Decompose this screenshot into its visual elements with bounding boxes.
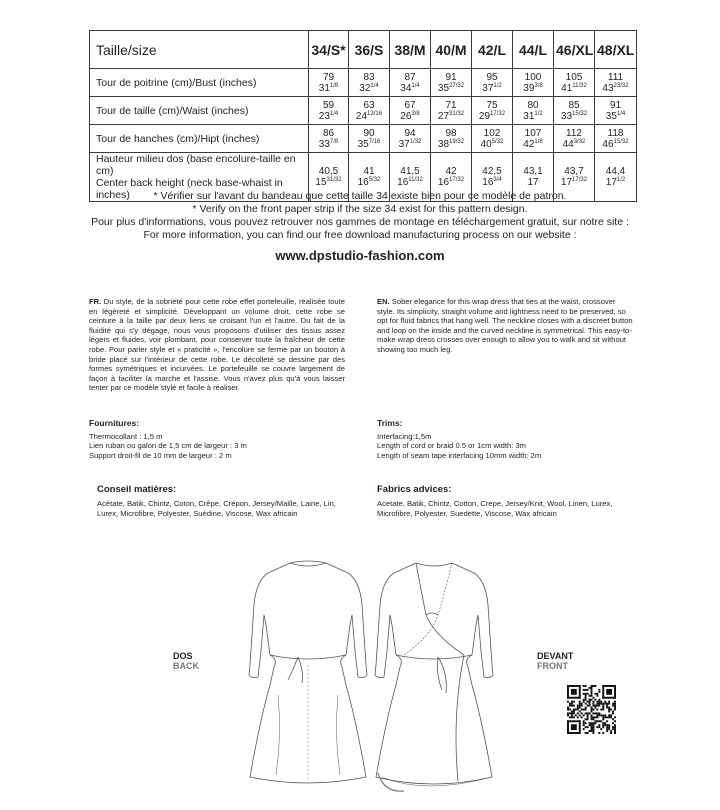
value-inches [597, 111, 634, 122]
supplies-en-title: Trims: [377, 418, 403, 428]
value-cm: 105 [565, 71, 583, 83]
description-en [377, 297, 633, 355]
value-cm: 100 [524, 71, 542, 83]
value-cm: 87 [404, 71, 416, 83]
size-header-cell: 38/M [390, 31, 431, 69]
fabrics-en-text: Acetate, Batik, Chintz, Cotton, Crepe, Jersey/Knit, Wool, Linen, Lurex, Microfibre, Polyester, Suedette, Viscose, Wax africain [377, 499, 613, 518]
value-inches-whole: 31 [523, 110, 535, 122]
size-header-row [90, 31, 637, 69]
front-view-label-fr: DEVANT [537, 651, 574, 661]
value-cm: 95 [486, 71, 498, 83]
value-inches-fraction: 19/32 [449, 138, 465, 145]
measurement-label-en: Center back height (neck base-whaist in inches) [96, 177, 283, 201]
size-value-cell [595, 97, 637, 125]
value-inches-fraction: 1/8 [329, 82, 339, 89]
value-cm: 112 [566, 127, 582, 139]
bust-row [90, 69, 637, 97]
value-inches [474, 139, 510, 150]
value-cm: 41 [363, 166, 375, 177]
value-cm: 42,5 [482, 166, 502, 177]
value-inches-fraction: 1/4 [329, 110, 339, 117]
size-header-cell: 40/M [431, 31, 472, 69]
value-inches-whole: 15 [315, 177, 327, 188]
size-value-cell [472, 97, 513, 125]
value-inches-fraction: 7/8 [329, 138, 339, 145]
size-chart-table [89, 30, 637, 202]
back-view-label [173, 651, 199, 671]
value-inches-whole: 35 [357, 138, 369, 150]
supplies-fr [89, 419, 349, 460]
size-value-cell [390, 125, 431, 153]
value-inches-fraction: 31/32 [326, 177, 342, 183]
value-inches-whole: 33 [560, 110, 573, 122]
size-header-en: size [131, 41, 157, 58]
value-inches-whole: 24 [355, 110, 368, 122]
supplies-fr-item: Thermocollant : 1,5 m [89, 431, 163, 441]
front-view-label [537, 651, 573, 671]
description-fr-tag: FR. [89, 297, 102, 306]
value-inches-whole: 17 [527, 177, 539, 188]
fabrics-fr-text: Acétate, Batik, Chintz, Coton, Crêpe, Crépon, Jersey/Maille, Laine, Lin, Lurex, Microfibre, Polyester, Suédine, Viscose, Wax africain [97, 499, 336, 518]
value-inches [556, 111, 592, 122]
value-inches-whole: 26 [400, 110, 412, 122]
measurement-label [90, 125, 309, 153]
website-link[interactable]: www.dpstudio-fashion.com [275, 248, 445, 263]
size-value-cell [472, 125, 513, 153]
value-inches [474, 83, 510, 94]
value-cm: 86 [322, 127, 335, 139]
value-cm: 44,4 [605, 166, 626, 177]
value-inches-whole: 46 [602, 138, 614, 150]
value-inches-fraction: 3/32 [573, 138, 586, 145]
value-cm: 85 [568, 99, 580, 111]
value-cm: 59 [322, 99, 335, 111]
value-inches [515, 139, 551, 150]
value-cm: 118 [607, 127, 624, 139]
supplies-en-item: Length of cord or braid 0.5 or 1cm width: 3m [377, 441, 526, 450]
value-inches-fraction: 15/32 [572, 110, 588, 117]
value-inches-whole: 16 [397, 177, 409, 188]
size-value-cell [513, 97, 554, 125]
value-inches-fraction: 31/32 [449, 110, 465, 117]
value-inches-fraction: 3/8 [534, 82, 543, 89]
value-inches-whole: 17 [605, 177, 617, 188]
note-size-check-en: * Verify on the front paper strip if the size 34 exist for this pattern design. [192, 203, 528, 215]
supplies-fr-item: Support droit-fil de 10 mm de largeur : 2 m [89, 450, 232, 460]
value-inches-fraction: 1/4 [411, 82, 420, 89]
measurement-label-en: Bust (inches) [195, 76, 257, 89]
size-value-cell [349, 97, 390, 125]
value-inches-fraction: 13/16 [367, 110, 383, 117]
size-value-cell [595, 69, 637, 97]
supplies-en-item: Interfacing:1,5m [377, 431, 432, 441]
value-inches [311, 177, 346, 188]
value-inches-whole: 33 [318, 138, 330, 150]
value-inches-fraction: 27/32 [449, 82, 465, 89]
value-inches-whole: 35 [437, 82, 450, 94]
value-cm: 43,1 [523, 166, 543, 177]
size-value-cell [390, 97, 431, 125]
dress-back-view-drawing [238, 555, 378, 795]
description-en-text: Sober elegance for this wrap dress that ties at the waist, crossover style. Its simplicity, straight volume and lightness need to be preserved, so opt for fluid fabrics that hang well. The neckline closes with a discreet button and loop on the inside and the curved neckline is symmetrical. This easy-to-make wrap dress crosses over enough to allow you to walk and sit without showing too much leg. [377, 297, 633, 354]
value-inches-whole: 16 [437, 177, 450, 188]
value-cm: 63 [363, 99, 375, 111]
value-inches-whole: 35 [605, 110, 617, 122]
value-cm: 98 [445, 127, 457, 139]
fabrics-fr [97, 485, 359, 519]
back-view-label-fr: DOS [173, 651, 193, 661]
size-value-cell [472, 69, 513, 97]
size-header-cell: 34/S* [309, 31, 349, 69]
note-more-info-fr: Pour plus d'informations, vous pouvez retrouver nos gammes de montage en téléchargement gratuit, sur notre site : [91, 216, 629, 228]
value-cm: 94 [404, 127, 416, 139]
value-inches [392, 111, 428, 122]
value-inches [351, 139, 387, 150]
supplies-en [377, 419, 637, 460]
value-inches [433, 177, 469, 188]
note-size-check-fr: * Vérifier sur l'avant du bandeau que cette taille 34 existe bien pour ce modèle de patron. [153, 190, 567, 202]
value-inches-fraction: 1/4 [370, 82, 379, 89]
value-inches [597, 139, 634, 150]
value-inches-whole: 16 [482, 177, 494, 188]
value-inches-whole: 23 [318, 110, 330, 122]
value-inches [311, 111, 346, 122]
size-value-cell [513, 69, 554, 97]
measurement-label-en: Waist (inches) [182, 104, 249, 117]
value-inches [433, 139, 469, 150]
size-value-cell [349, 125, 390, 153]
size-header-fr: Taille/ [96, 41, 132, 58]
measurement-label [90, 69, 309, 97]
measurement-label-fr: Tour de taille (cm)/ [96, 104, 183, 117]
size-value-cell [390, 69, 431, 97]
value-inches [597, 177, 634, 188]
value-inches-whole: 37 [398, 138, 410, 150]
value-inches-fraction: 1/4 [616, 110, 626, 117]
value-inches-whole: 31 [318, 82, 330, 94]
size-value-cell [431, 97, 472, 125]
size-header-label [90, 31, 309, 69]
value-inches-fraction: 23/32 [613, 82, 629, 89]
value-cm: 83 [363, 71, 375, 83]
value-cm: 91 [609, 99, 622, 111]
fabrics-en-title: Fabrics advices: [377, 484, 452, 495]
value-inches [433, 83, 469, 94]
description-fr [89, 297, 345, 393]
value-inches-fraction: 7/16 [368, 138, 381, 145]
value-inches-whole: 38 [437, 138, 450, 150]
value-cm: 75 [486, 99, 498, 111]
value-inches-fraction: 1/2 [616, 177, 626, 183]
value-cm: 67 [404, 99, 416, 111]
value-cm: 41,5 [400, 166, 420, 177]
value-inches [515, 177, 551, 188]
value-inches-whole: 37 [482, 82, 494, 94]
value-cm: 90 [363, 127, 375, 139]
measurement-label-en: Hipt (inches) [200, 132, 260, 145]
size-value-cell [309, 125, 349, 153]
description-en-tag: EN. [377, 297, 390, 306]
value-cm: 71 [445, 99, 457, 111]
size-header-cell: 46/XL [554, 31, 595, 69]
notes-block [0, 190, 720, 262]
value-inches-fraction: 1/32 [409, 138, 422, 145]
value-inches [597, 83, 634, 94]
supplies-fr-title: Fournitures: [89, 418, 140, 428]
size-header-cell: 36/S [349, 31, 390, 69]
size-header-cell: 44/L [513, 31, 554, 69]
value-inches-whole: 39 [523, 82, 535, 94]
measurement-label-fr: Hauteur milieu dos (base encolure-taille en cm) [96, 153, 296, 177]
fabrics-en [377, 485, 639, 519]
value-inches [311, 83, 346, 94]
value-inches [392, 139, 428, 150]
value-inches-whole: 32 [359, 82, 371, 94]
value-inches-whole: 34 [400, 82, 412, 94]
value-inches [351, 177, 387, 188]
measurement-label-fr: Tour de hanches (cm)/ [96, 132, 201, 145]
value-inches-fraction: 1/2 [493, 82, 502, 89]
value-inches [351, 111, 387, 122]
value-inches-whole: 42 [523, 138, 535, 150]
value-inches-fraction: 17/32 [572, 177, 588, 183]
value-cm: 107 [524, 127, 542, 139]
size-value-cell [431, 69, 472, 97]
value-cm: 40,5 [318, 166, 339, 177]
size-value-cell [595, 125, 637, 153]
value-inches-whole: 41 [561, 82, 573, 94]
value-inches [433, 111, 469, 122]
value-inches [556, 139, 592, 150]
fabrics-fr-title: Conseil matières: [97, 484, 177, 495]
value-inches [515, 111, 551, 122]
measurement-label [90, 97, 309, 125]
value-inches-fraction: 15/32 [613, 138, 629, 145]
value-cm: 91 [445, 71, 457, 83]
value-inches-whole: 43 [602, 82, 614, 94]
description-fr-text: Du style, de la sobriété pour cette robe effet portefeuille, réalisée toute en légèreté et simplicité. Développant un volume droit, cette robe se ceinture à la taille par deux liens se croisant l'un et l'autre. Du fait de la fluidité qui s'y dégage, nous vous proposons d'utiliser des tissus assez légers et fluides, voir plombant, pour conserver toute la fraîcheur de cette robe. Pour parler style et « praticité », l'encolure se ferme par un bouton à bride placé sur l'intérieur de cette robe. Le décolleté se dessine par des formes symétriques et incurvées. Le portefeuille se couvre largement de façon à faciliter la marche et l'assise. Vous n'avez plus qu'à vous laisser tenter par ce modèle stylé et facile à réaliser. [89, 297, 345, 393]
supplies-fr-item: Lien ruban ou galon de 1,5 cm de largeur : 3 m [89, 441, 247, 450]
value-inches [392, 177, 428, 188]
size-value-cell [431, 125, 472, 153]
value-inches-fraction: 1/8 [534, 138, 543, 145]
value-inches [474, 111, 510, 122]
hip-row [90, 125, 637, 153]
value-inches-fraction: 11/32 [408, 177, 423, 183]
size-value-cell [554, 125, 595, 153]
value-inches [556, 83, 592, 94]
value-inches-whole: 16 [357, 177, 369, 188]
value-inches-fraction: 11/32 [572, 82, 587, 89]
value-inches-fraction: 3/8 [411, 110, 420, 117]
value-inches [311, 139, 346, 150]
qr-code-icon [567, 685, 616, 734]
size-value-cell [554, 69, 595, 97]
value-inches [392, 83, 428, 94]
value-inches-whole: 27 [437, 110, 450, 122]
value-inches-fraction: 5/32 [368, 177, 381, 183]
size-value-cell [513, 125, 554, 153]
size-value-cell [309, 97, 349, 125]
back-view-label-en: BACK [173, 661, 199, 671]
waist-row [90, 97, 637, 125]
value-cm: 42 [445, 166, 457, 177]
value-inches [474, 177, 510, 188]
value-cm: 102 [483, 127, 501, 139]
value-inches-whole: 44 [562, 138, 574, 150]
front-view-label-en: FRONT [537, 661, 568, 671]
value-inches-fraction: 17/32 [449, 177, 465, 183]
value-cm: 80 [527, 99, 539, 111]
size-value-cell [554, 97, 595, 125]
value-cm: 43,7 [564, 166, 584, 177]
supplies-en-item: Length of seam tape interfacing 10mm width: 2m [377, 450, 542, 460]
size-header-cell: 48/XL [595, 31, 637, 69]
value-inches-fraction: 17/32 [490, 110, 506, 117]
dress-front-view-drawing [364, 555, 504, 800]
value-inches [351, 83, 387, 94]
size-value-cell [349, 69, 390, 97]
value-inches-fraction: 3/4 [493, 177, 502, 183]
value-inches [556, 177, 592, 188]
measurement-label-fr: Tour de poitrine (cm)/ [96, 76, 196, 89]
value-inches [515, 83, 551, 94]
value-cm: 79 [322, 71, 335, 83]
value-inches-fraction: 5/32 [491, 138, 504, 145]
value-cm: 111 [607, 71, 624, 83]
size-header-cell: 42/L [472, 31, 513, 69]
size-value-cell [309, 69, 349, 97]
value-inches-whole: 40 [480, 138, 492, 150]
value-inches-whole: 29 [478, 110, 491, 122]
value-inches-whole: 17 [560, 177, 573, 188]
value-inches-fraction: 1/2 [534, 110, 543, 117]
note-more-info-en: For more information, you can find our free download manufacturing process on our website : [143, 229, 577, 241]
